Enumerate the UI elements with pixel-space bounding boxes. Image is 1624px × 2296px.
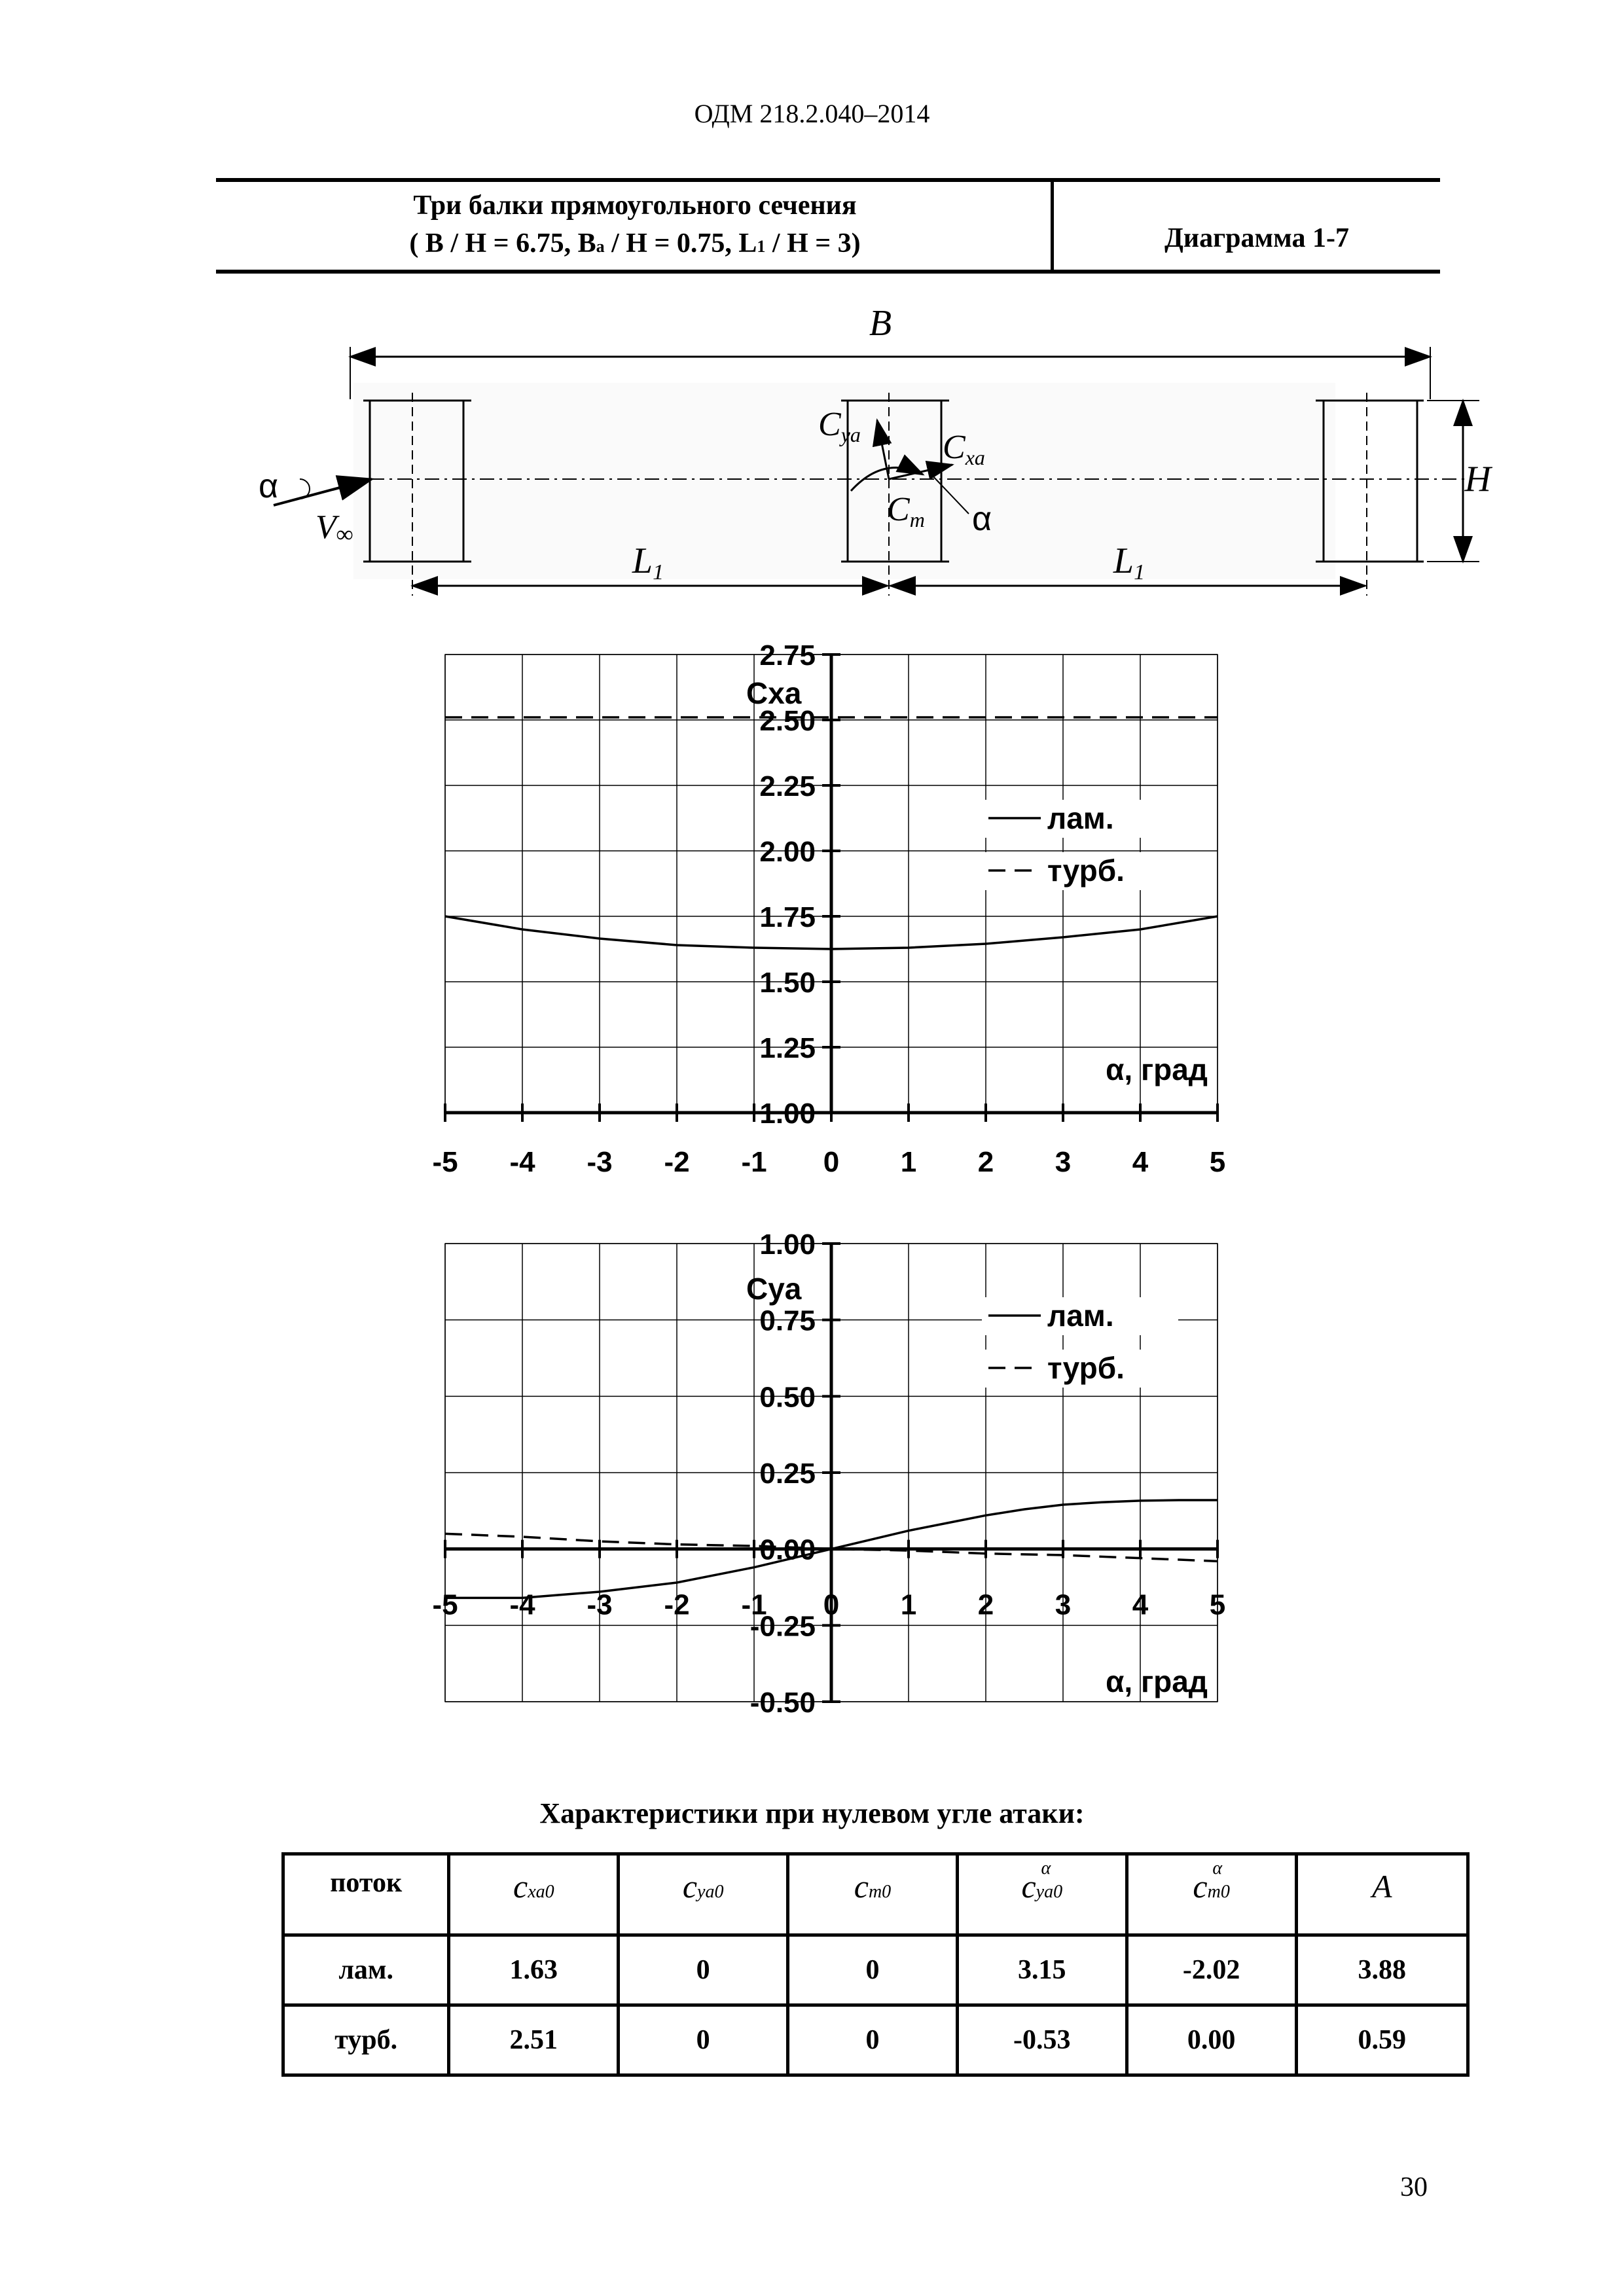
y-axis-label: Cya: [746, 1272, 802, 1306]
cell-A: 3.88: [1296, 1935, 1468, 2005]
legend-label: лам.: [1047, 801, 1114, 835]
y-tick-label: 1.75: [759, 901, 816, 933]
legend-label: лам.: [1047, 1299, 1114, 1333]
y-tick-label: 0.75: [759, 1304, 816, 1337]
y-tick-label: 2.25: [759, 770, 816, 802]
header-cya0: cya0: [619, 1854, 788, 1935]
y-tick-label: 1.50: [759, 967, 816, 999]
cell-cm0-alpha: 0.00: [1127, 2005, 1296, 2075]
x-tick-label: -2: [664, 1146, 690, 1178]
header-cm0: cm0: [788, 1854, 958, 1935]
x-axis-label: α, град: [1106, 1052, 1208, 1086]
header-flow: поток: [283, 1854, 449, 1935]
y-tick-label: -0.25: [749, 1610, 816, 1643]
x-tick-label: 2: [977, 1146, 994, 1178]
cell-flow: лам.: [283, 1935, 449, 2005]
cell-cxa0: 2.51: [449, 2005, 619, 2075]
beam-schematic: [196, 301, 1492, 615]
x-tick-label: -4: [509, 1588, 535, 1621]
x-tick-label: 2: [977, 1588, 994, 1621]
cell-cya0: 0: [619, 2005, 788, 2075]
label-Cya: Cya: [818, 406, 861, 446]
header-cm0-alpha: c α m0: [1127, 1854, 1296, 1935]
header-cya0-alpha: c α ya0: [957, 1854, 1127, 1935]
chart-cxa: [419, 628, 1244, 1191]
label-L1-left: L1: [632, 541, 664, 584]
x-tick-label: 5: [1209, 1588, 1226, 1621]
x-tick-label: -3: [586, 1146, 613, 1178]
cell-cm0-alpha: -2.02: [1127, 1935, 1296, 2005]
y-tick-label: 0.50: [759, 1381, 816, 1414]
label-V-infinity: V∞: [316, 509, 353, 547]
label-Cm: Cm: [887, 491, 925, 531]
x-tick-label: -5: [432, 1146, 458, 1178]
cell-cya0-alpha: 3.15: [957, 1935, 1127, 2005]
header-cxa0: cxa0: [449, 1854, 619, 1935]
header-top-rule: [216, 178, 1440, 182]
label-B: B: [869, 303, 892, 344]
x-tick-label: 0: [823, 1146, 840, 1178]
x-tick-label: 1: [900, 1146, 917, 1178]
x-tick-label: 4: [1132, 1588, 1149, 1621]
title-line-2: ( B / H = 6.75, Bа / H = 0.75, L1 / H = 3): [409, 228, 861, 259]
x-tick-label: 4: [1132, 1146, 1149, 1178]
characteristics-table: [281, 1852, 1470, 2077]
header-bottom-rule: [216, 270, 1440, 274]
y-tick-label: 2.50: [759, 705, 816, 737]
table-header-row: [283, 1854, 1468, 1935]
x-tick-label: -2: [664, 1588, 690, 1621]
y-tick-label: 0.00: [759, 1534, 816, 1566]
x-tick-label: 3: [1055, 1146, 1072, 1178]
x-tick-label: 3: [1055, 1588, 1072, 1621]
x-tick-label: -5: [432, 1588, 458, 1621]
y-tick-label: 1.00: [759, 1098, 816, 1130]
table-caption: Характеристики при нулевом угле атаки:: [539, 1797, 1085, 1829]
table-row: [283, 2005, 1468, 2075]
x-tick-label: 0: [823, 1588, 840, 1621]
x-tick-label: -1: [741, 1588, 767, 1621]
x-tick-label: -3: [586, 1588, 613, 1621]
label-L1-right: L1: [1113, 541, 1146, 584]
cell-cm0: 0: [788, 1935, 958, 2005]
document-code: ОДМ 218.2.040–2014: [694, 99, 930, 128]
y-tick-label: 2.75: [759, 639, 816, 672]
diagram-number: Диаграмма 1-7: [1164, 223, 1349, 253]
cell-cya0: 0: [619, 1935, 788, 2005]
legend-label: турб.: [1047, 853, 1125, 888]
x-tick-label: -1: [741, 1146, 767, 1178]
x-tick-label: -4: [509, 1146, 535, 1178]
x-axis-label: α, град: [1106, 1664, 1208, 1698]
x-tick-label: 1: [900, 1588, 917, 1621]
y-tick-label: 0.25: [759, 1458, 816, 1490]
cell-A: 0.59: [1296, 2005, 1468, 2075]
y-tick-label: 1.00: [759, 1229, 816, 1261]
y-axis-label: Cxa: [746, 676, 802, 710]
cell-flow: турб.: [283, 2005, 449, 2075]
label-alpha-mid: α: [972, 500, 992, 538]
table-row: [283, 1935, 1468, 2005]
schematic-background: [353, 383, 1335, 579]
page-number: 30: [1400, 2172, 1428, 2202]
label-H: H: [1464, 459, 1491, 499]
x-tick-label: 5: [1209, 1146, 1226, 1178]
cell-cya0-alpha: -0.53: [957, 2005, 1127, 2075]
y-tick-label: 1.25: [759, 1032, 816, 1064]
header-A: A: [1296, 1854, 1468, 1935]
y-tick-label: 2.00: [759, 836, 816, 868]
y-tick-label: -0.50: [749, 1687, 816, 1719]
label-alpha-left: α: [259, 467, 279, 505]
chart-cya: [419, 1217, 1244, 1780]
header-separator: [1051, 178, 1054, 274]
cell-cm0: 0: [788, 2005, 958, 2075]
title-line-1: Три балки прямоугольного сечения: [413, 190, 857, 221]
label-Cxa: Cxa: [943, 429, 985, 469]
diagram-title: [219, 187, 1051, 266]
legend-label: турб.: [1047, 1351, 1125, 1385]
cell-cxa0: 1.63: [449, 1935, 619, 2005]
